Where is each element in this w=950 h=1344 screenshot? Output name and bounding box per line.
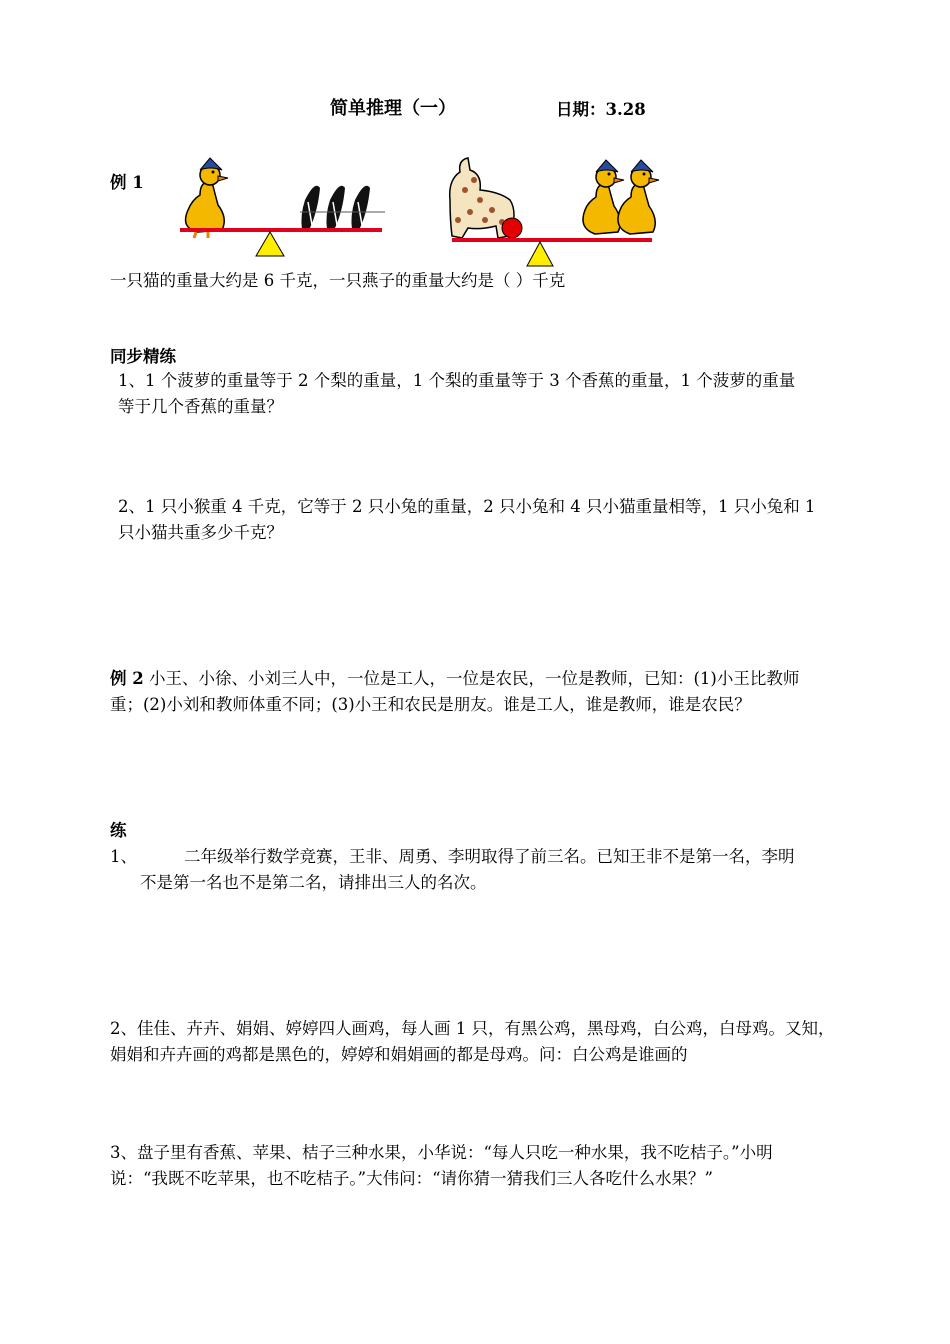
- balance-duck-vs-swallows-illustration: [170, 150, 400, 260]
- practice-question-1-line-1: 二年级举行数学竞赛，王非、周勇、李明取得了前三名。已知王非不是第一名，李明: [184, 847, 795, 866]
- balance-beam: [180, 228, 382, 232]
- practice-heading: 练: [110, 821, 127, 840]
- example-2-label: 例 2: [110, 669, 144, 688]
- example-1-label: 例 1: [110, 173, 144, 192]
- example-1-question: 一只猫的重量大约是 6 千克，一只燕子的重量大约是（ ）千克: [110, 271, 566, 290]
- fulcrum-icon: [256, 232, 284, 256]
- practice-question-2-line-2: 娟娟和卉卉画的鸡都是黑色的，婷婷和娟娟画的都是母鸡。问：白公鸡是谁画的: [110, 1045, 688, 1064]
- fulcrum-icon: [527, 242, 553, 266]
- page-title: 简单推理（一）: [330, 98, 456, 119]
- date-label: 日期：3.28: [556, 100, 646, 119]
- sync-question-1-line-2: 等于几个香蕉的重量？: [118, 397, 283, 416]
- sync-question-2-line-1: 2、1 只小猴重 4 千克，它等于 2 只小兔的重量，2 只小兔和 4 只小猫重量相等，1 只小兔和 1: [118, 497, 816, 516]
- swallow-icon: [301, 186, 370, 230]
- sync-question-1-line-1: 1、1 个菠萝的重量等于 2 个梨的重量，1 个梨的重量等于 3 个香蕉的重量，1 个菠萝的重量: [118, 371, 796, 390]
- practice-question-3-line-2: 说：“我既不吃苹果，也不吃桔子。”大伟问：“请你猜一猜我们三人各吃什么水果？”: [110, 1169, 713, 1188]
- duck-icon: [618, 160, 659, 234]
- balance-beam: [452, 238, 652, 242]
- example-2-line-2: 重；(2)小刘和教师体重不同；(3)小王和农民是朋友。谁是工人，谁是教师，谁是农民？: [110, 695, 751, 714]
- example-2-line-1: 例 2 小王、小徐、小刘三人中，一位是工人，一位是农民，一位是教师，已知：(1)小王比教师: [110, 669, 800, 688]
- ball-icon: [502, 218, 522, 238]
- duck-icon: [186, 158, 228, 238]
- practice-question-1-line-2: 不是第一名也不是第二名，请排出三人的名次。: [140, 873, 487, 892]
- sync-question-2-line-2: 只小猫共重多少千克？: [118, 523, 283, 542]
- practice-question-1-number: 1、: [110, 847, 137, 866]
- practice-question-2-line-1: 2、佳佳、卉卉、娟娟、婷婷四人画鸡，每人画 1 只，有黑公鸡，黑母鸡，白公鸡，白母鸡。又知，: [110, 1019, 835, 1038]
- sync-practice-heading: 同步精练: [110, 347, 176, 366]
- practice-question-3-line-1: 3、盘子里有香蕉、苹果、桔子三种水果，小华说：“每人只吃一种水果，我不吃桔子。”小明: [110, 1143, 773, 1162]
- balance-cat-vs-ducks-illustration: [440, 150, 670, 270]
